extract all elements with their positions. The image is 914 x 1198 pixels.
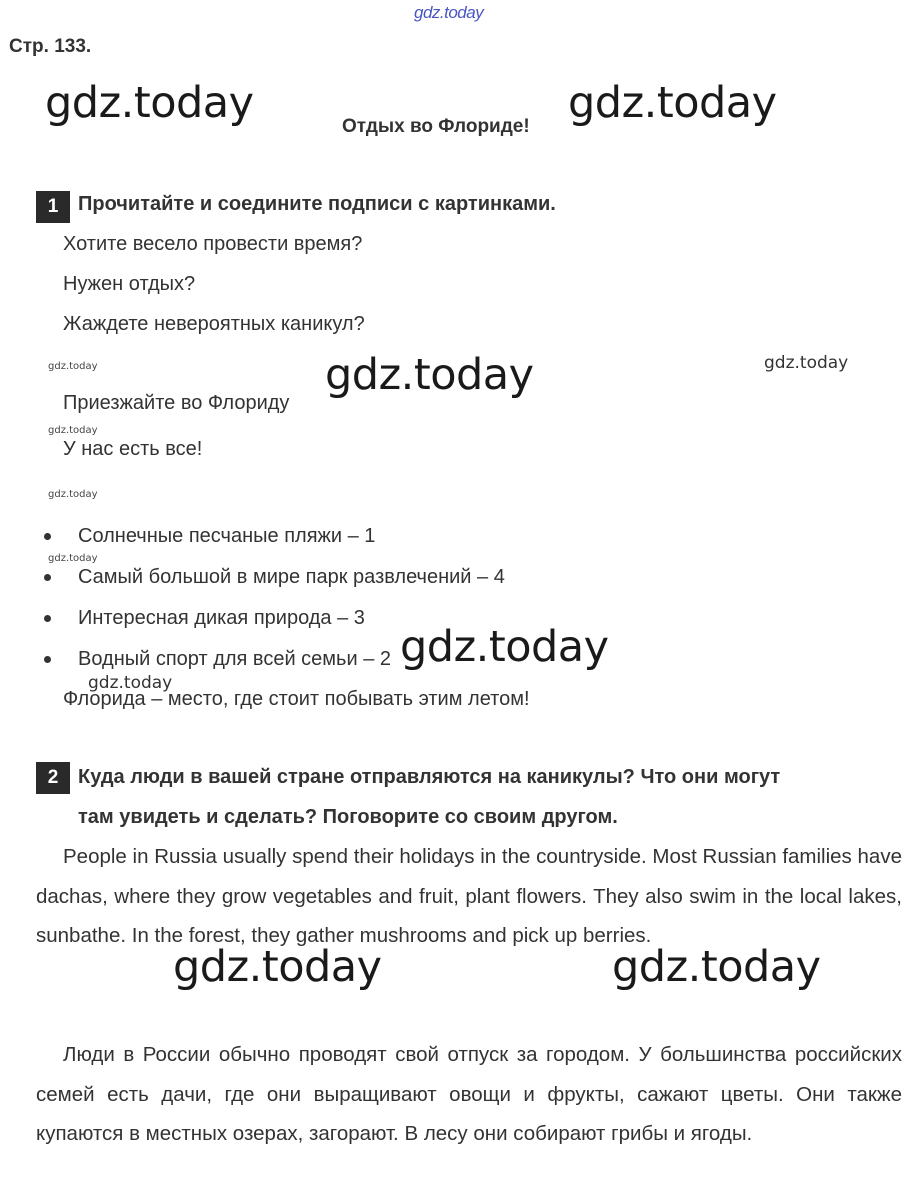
task-1-instruction: Прочитайте и соедините подписи с картинками. — [78, 193, 556, 215]
bullet-dot — [44, 533, 51, 540]
bullet-dot — [44, 615, 51, 622]
page-number: Стр. 133. — [9, 36, 92, 57]
watermark: gdz.today — [612, 942, 821, 992]
watermark: gdz.today — [568, 78, 777, 128]
task-2-number: 2 — [36, 762, 70, 794]
bullet-item: Солнечные песчаные пляжи – 1 — [78, 525, 376, 547]
watermark: gdz.today — [325, 350, 534, 400]
task-1-line: Приезжайте во Флориду — [63, 392, 290, 414]
bullet-item: Самый большой в мире парк развлечений – 4 — [78, 566, 505, 588]
page-title: Отдых во Флориде! — [342, 116, 530, 137]
bullet-item: Водный спорт для всей семьи – 2 — [78, 648, 391, 670]
bullet-dot — [44, 574, 51, 581]
task-1-line: Хотите весело провести время? — [63, 233, 363, 255]
task-1-line: Жаждете невероятных каникул? — [63, 313, 365, 335]
watermark: gdz.today — [764, 353, 849, 373]
watermark: gdz.today — [48, 425, 98, 436]
task-1-line: Нужен отдых? — [63, 273, 196, 295]
task-2-instruction-line-2: там увидеть и сделать? Поговорите со своим другом. — [78, 806, 618, 828]
paragraph-russian: Люди в России обычно проводят свой отпуск за городом. У большинства российских семей есть дачи, где они выращивают овощи и фрукты, сажают цветы. Они также купаются в местных озерах, загорают. В лесу они собирают грибы и ягоды. — [36, 1043, 902, 1145]
task-2-instruction-line-1: Куда люди в вашей стране отправляются на каникулы? Что они могут — [78, 766, 781, 788]
bullet-dot — [44, 656, 51, 663]
task-1-closing: Флорида – место, где стоит побывать этим летом! — [63, 688, 530, 710]
task-1-line: У нас есть все! — [63, 438, 203, 460]
task-1-number: 1 — [36, 191, 70, 223]
watermark: gdz.today — [48, 489, 98, 500]
watermark: gdz.today — [173, 942, 382, 992]
watermark: gdz.today — [45, 78, 254, 128]
watermark-top: gdz.today — [414, 3, 484, 22]
watermark: gdz.today — [48, 553, 98, 564]
watermark: gdz.today — [88, 673, 173, 693]
watermark: gdz.today — [400, 622, 609, 672]
bullet-item: Интересная дикая природа – 3 — [78, 607, 365, 629]
paragraph-english: People in Russia usually spend their holidays in the countryside. Most Russian families have dachas, where they grow vegetables and fruit, plant flowers. They also swim in the local lakes, sunbathe. In the forest, they gather mushrooms and pick up berries. — [36, 845, 902, 947]
watermark: gdz.today — [48, 361, 98, 372]
